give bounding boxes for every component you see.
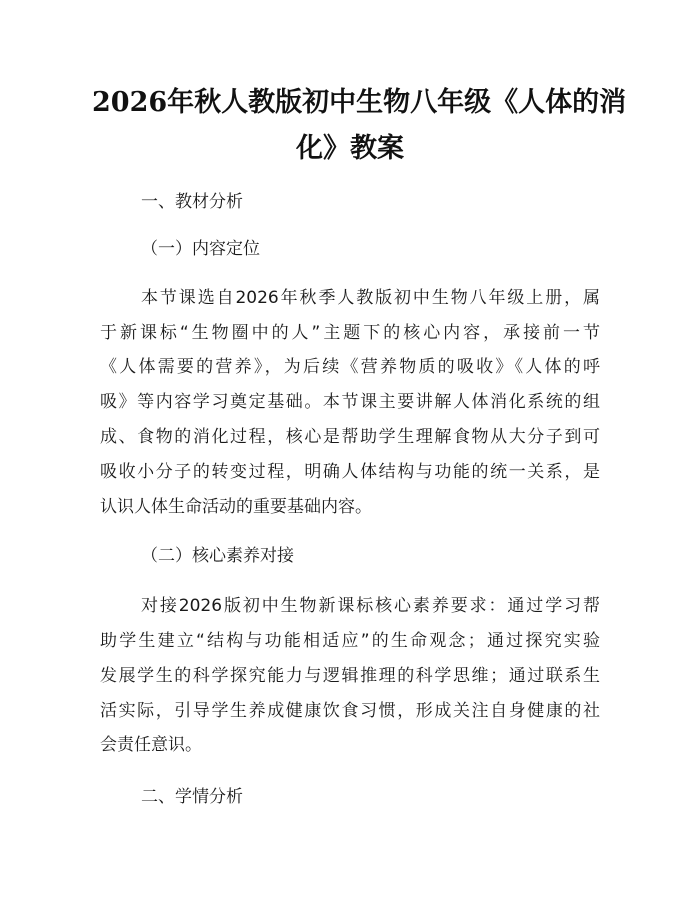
paragraph-1-line-6: 吸收小分子的转变过程，明确人体结构与功能的统一关系，是 <box>100 462 600 482</box>
document-title-line-1: 2026年秋人教版初中生物八年级《人体的消 <box>92 87 627 118</box>
paragraph-1-line-5: 成、食物的消化过程，核心是帮助学生理解食物从大分子到可 <box>100 427 600 447</box>
paragraph-1-line-1: 本节课选自2026年秋季人教版初中生物八年级上册，属 <box>141 288 600 308</box>
paragraph-1-line-4: 吸》等内容学习奠定基础。本节课主要讲解人体消化系统的组 <box>100 392 600 412</box>
paragraph-2-line-5: 会责任意识。 <box>100 735 202 755</box>
paragraph-1-line-7: 认识人体生命活动的重要基础内容。 <box>100 497 372 517</box>
subsection-heading-content-positioning: （一）内容定位 <box>141 239 260 259</box>
paragraph-1-line-2: 于新课标“生物圈中的人”主题下的核心内容，承接前一节 <box>100 323 600 343</box>
section-heading-student-analysis: 二、学情分析 <box>141 787 243 807</box>
document-title-line-2: 化》教案 <box>296 133 404 164</box>
section-heading-teaching-material-analysis: 一、教材分析 <box>141 192 243 212</box>
paragraph-2-line-3: 发展学生的科学探究能力与逻辑推理的科学思维；通过联系生 <box>100 666 600 686</box>
paragraph-2-line-2: 助学生建立“结构与功能相适应”的生命观念；通过探究实验 <box>100 631 600 651</box>
paragraph-2-line-1: 对接2026版初中生物新课标核心素养要求：通过学习帮 <box>141 596 600 616</box>
paragraph-1-line-3: 《人体需要的营养》，为后续《营养物质的吸收》《人体的呼 <box>100 357 600 377</box>
paragraph-2-line-4: 活实际，引导学生养成健康饮食习惯，形成关注自身健康的社 <box>100 701 600 721</box>
subsection-heading-core-literacy: （二）核心素养对接 <box>141 546 294 566</box>
